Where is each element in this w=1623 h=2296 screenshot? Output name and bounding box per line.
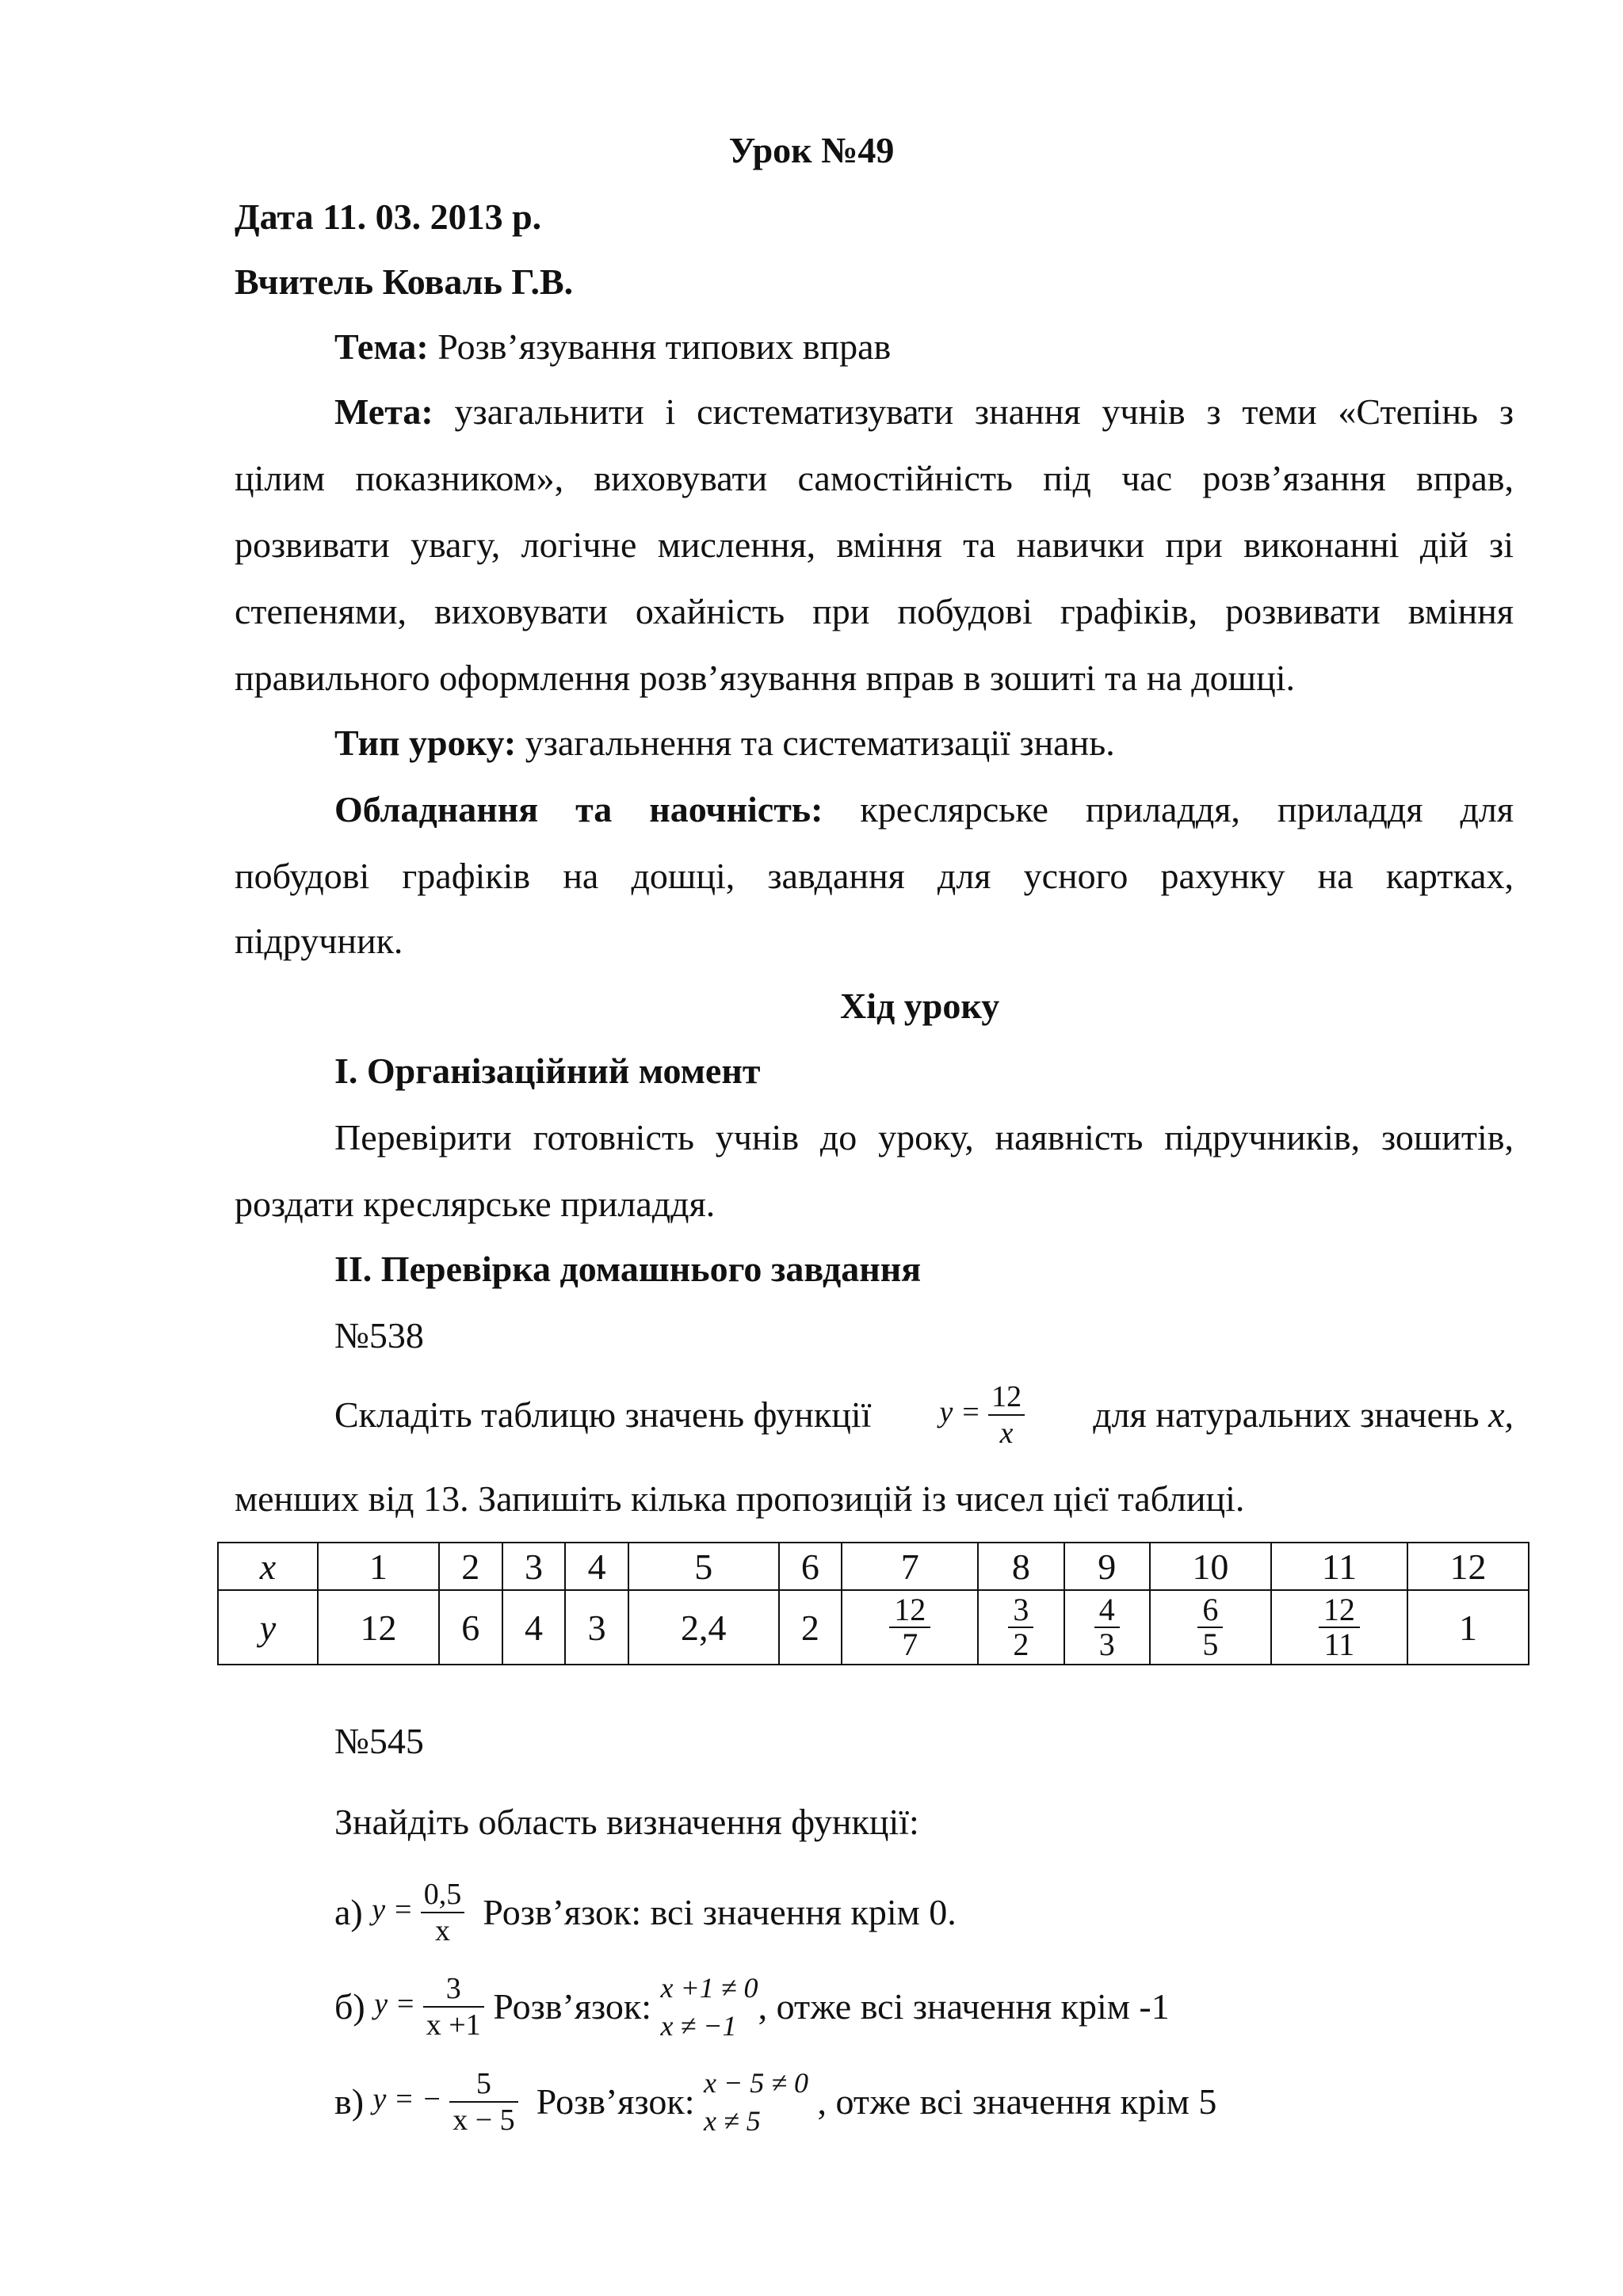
task-545-number: №545 (334, 1721, 424, 1761)
table-row-y (218, 1590, 1529, 1665)
equipment-label: Обладнання та наочність: (334, 789, 823, 830)
table-x-cell: 5 (628, 1543, 779, 1590)
system-b: x +1 ≠ 0 x ≠ −1 (660, 1972, 758, 2042)
topic-line (334, 323, 891, 371)
goal-line-5: правильного оформлення розв’язування вправ в зошиті та на дошці. (235, 658, 1295, 698)
task-538-line-2: менших від 13. Запишіть кілька пропозицій із чисел цієї таблиці. (235, 1478, 1245, 1519)
table-x-cell: 10 (1150, 1543, 1271, 1590)
lesson-date: Дата 11. 03. 2013 р. (235, 196, 542, 237)
table-y-cell: 3 (565, 1590, 628, 1665)
lesson-type-label: Тип уроку: (334, 723, 517, 763)
table-x-cell: 3 (502, 1543, 566, 1590)
table-y-cell (978, 1590, 1064, 1665)
table-y-fraction: $\frac{6}{5}$ (1197, 1593, 1223, 1661)
lesson-title: Урок №49 (728, 130, 895, 170)
task-538-line-1 (334, 1377, 1514, 1453)
topic-label: Тема: (334, 326, 429, 367)
table-x-cell: 6 (779, 1543, 842, 1590)
section-1-line-1: Перевірити готовність учнів до уроку, наявність підручників, зошитів, (334, 1117, 1514, 1158)
course-heading: Хід уроку (840, 986, 1000, 1026)
goal-line-2: цілим показником», виховувати самостійність під час розв’язання вправ, (235, 458, 1514, 498)
table-y-cell (1064, 1590, 1150, 1665)
task-545-item-c: в) y = − $\frac{5}{x - 5}$ Розв’язок: x − 5 ≠ 0 x ≠ 5 , отже всі значення крім 5 (334, 2058, 1216, 2145)
table-x-cell: 12 (1407, 1543, 1529, 1590)
table-row-x (218, 1543, 1529, 1590)
table-y-cell (1271, 1590, 1407, 1665)
lesson-type-text: узагальнення та систематизації знань. (516, 723, 1115, 763)
topic-text: Розв’язування типових вправ (428, 326, 892, 367)
table-y-cell: 6 (439, 1590, 502, 1665)
table-x-cell: 4 (565, 1543, 628, 1590)
table-x-cell: 9 (1064, 1543, 1150, 1590)
formula-c: y = − $\frac{5}{x - 5}$ (373, 2066, 518, 2138)
equipment-line-1: Обладнання та наочність: креслярське приладдя, приладдя для (334, 789, 1514, 830)
section-2-title: ІІ. Перевірка домашнього завдання (334, 1249, 922, 1289)
table-y-label: y (218, 1590, 318, 1665)
table-y-fraction: $\frac{12}{11}$ (1319, 1593, 1360, 1661)
table-y-cell (842, 1590, 978, 1665)
formula-a: y = $\frac{0,5}{x}$ (372, 1877, 464, 1948)
goal-line-4: степенями, виховувати охайність при побудові графіків, розвивати вміння (235, 591, 1514, 631)
table-y-cell: 1 (1407, 1590, 1529, 1665)
task-545-item-a: а) y = $\frac{0,5}{x}$ Розв’язок: всі значення крім 0. (334, 1878, 957, 1947)
table-x-cell: 1 (318, 1543, 439, 1590)
table-y-fraction: $\frac{12}{7}$ (889, 1593, 930, 1661)
table-x-cell: 7 (842, 1543, 978, 1590)
system-c: x − 5 ≠ 0 x ≠ 5 (703, 2067, 809, 2137)
task-538-text-before: Складіть таблицю значень функції (334, 1394, 872, 1435)
table-x-cell: 2 (439, 1543, 502, 1590)
task-545-prompt: Знайдіть область визначення функції: (334, 1802, 919, 1842)
goal-line-3: розвивати увагу, логічне мислення, вміння та навички при виконанні дій зі (235, 524, 1514, 565)
task-538-text-after: для натуральних значень x, (1093, 1394, 1514, 1435)
table-y-cell: 2 (779, 1590, 842, 1665)
table-y-cell (1150, 1590, 1271, 1665)
table-y-fraction: $\frac{4}{3}$ (1094, 1593, 1120, 1661)
table-x-cell: 11 (1271, 1543, 1407, 1590)
section-1-line-2: роздати креслярське приладдя. (235, 1184, 716, 1224)
task-538-number: №538 (334, 1315, 424, 1356)
task-538-formula: y = $\frac{12}{x}$ (940, 1379, 1025, 1451)
table-y-fraction: $\frac{3}{2}$ (1008, 1593, 1033, 1661)
table-x-cell: 8 (978, 1543, 1064, 1590)
equipment-line-2: побудові графіків на дошці, завдання для усного рахунку на картках, (235, 856, 1514, 896)
table-y-cell: 4 (502, 1590, 566, 1665)
goal-label: Мета: (334, 391, 433, 432)
section-1-title: І. Організаційний момент (334, 1051, 761, 1091)
goal-line-1: Мета: узагальнити і систематизувати знання учнів з теми «Степінь з (334, 391, 1514, 432)
values-table (217, 1542, 1529, 1665)
table-y-cell: 12 (318, 1590, 439, 1665)
table-y-cell: 2,4 (628, 1590, 779, 1665)
equipment-line-3: підручник. (235, 921, 403, 961)
table-x-label: x (218, 1543, 318, 1590)
lesson-type-line (334, 719, 1115, 767)
formula-b: y = $\frac{3}{x +1}$ (374, 1971, 483, 2042)
lesson-teacher: Вчитель Коваль Г.В. (235, 261, 574, 302)
task-545-item-b: б) y = $\frac{3}{x +1}$ Розв’язок: x +1 ≠ 0 x ≠ −1 , отже всі значення крім -1 (334, 1963, 1170, 2050)
